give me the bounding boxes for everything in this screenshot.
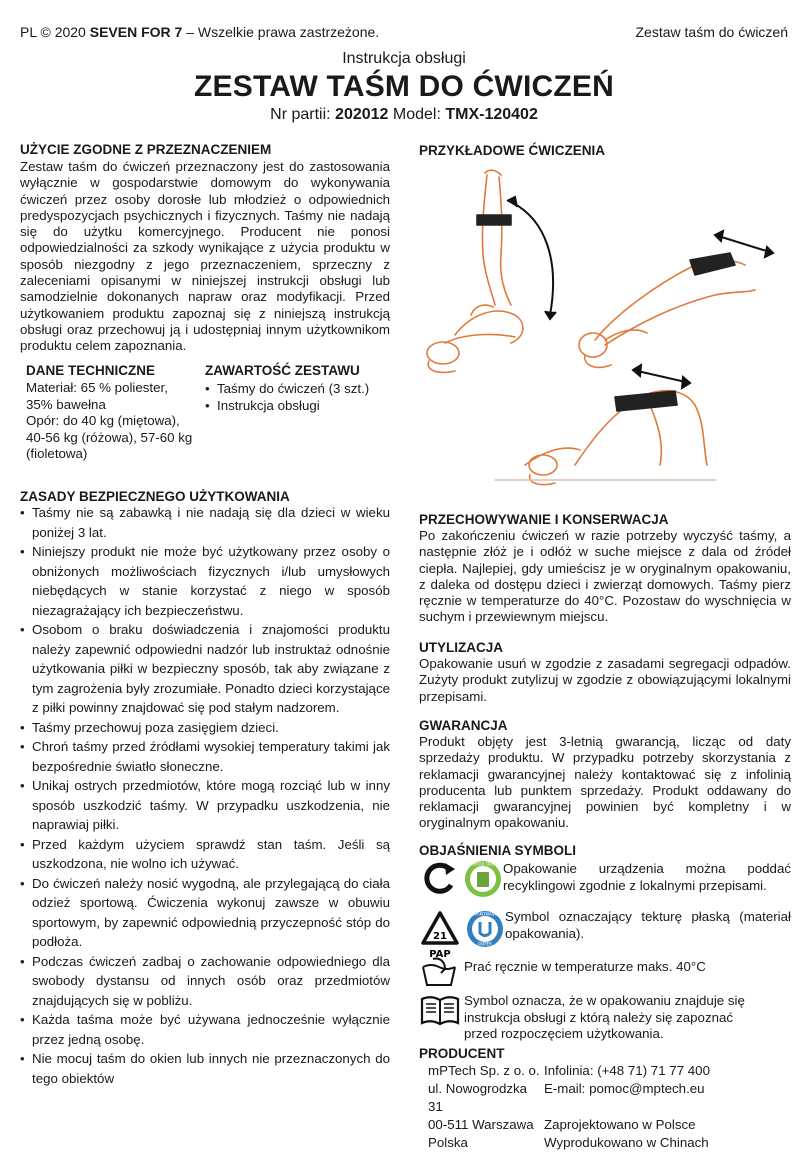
producer-line: Infolinia: (+48 71) 71 77 400 [544,1063,710,1078]
symbol-cardboard-text: Symbol oznaczający tekturę płaską (materiał opakowania). [505,909,791,941]
warranty-title: GWARANCJA [419,718,508,733]
contents-list [205,380,385,414]
exercise-figure-bridge [495,391,715,485]
svg-text:PAPIER: PAPIER [478,941,492,947]
open-book-icon [419,993,461,1029]
list-item: • Instrukcja obsługi [205,397,385,414]
recycle-loop-icon [419,859,459,899]
examples-title: PRZYKŁADOWE ĆWICZENIA [419,143,605,158]
page-title: ZESTAW TAŚM DO ĆWICZEŃ [194,70,614,103]
symbol-manual-row [419,993,791,1043]
intended-use-text: Zestaw taśm do ćwiczeń przeznaczony jest do zastosowania wyłącznie w gospodarstwie domowym do wykonywania ćwiczeń przez osoby dorosłe lub młodzież o odpowiednich predyspozycjach psychicznych i fizycznych. Taśmy nie nadają się do użytku komercyjnego. Producent nie ponosi odpowiedzialności za szkody wynikające z użycia produktu w sposób niezgodny z jego przeznaczeniem, sprzeczny z zaleceniami opisanymi w niniejszej instrukcji obsługi lub samodzielnie dokonanych napraw oraz modyfikacji. Przed użytkowaniem produktu zapoznaj się z niniejszą instrukcją obsługi oraz przechowuj ją i udostępniaj innym użytkownikom produktu celem zapoznania. [20,159,390,354]
list-item: • Unikaj ostrych przedmiotów, które mogą rozciąć lub w inny sposób uszkodzić taśmy. W przypadku uszkodzenia, nie naprawiaj piłki. [20,776,390,835]
producer-line: Zaprojektowano w Polsce [544,1117,696,1132]
hand-wash-icon [419,955,459,989]
arrow-double [715,235,773,253]
safety-title: ZASADY BEZPIECZNEGO UŻYTKOWANIA [20,489,290,504]
list-item: • Podczas ćwiczeń zadbaj o zachowanie odpowiedniego dla swobody dystansu od innych osób oraz przedmiotów znajdujących się w pobliżu. [20,952,390,1011]
safety-section [20,489,390,1088]
list-item: • Niniejszy produkt nie może być użytkowany przez osoby o obniżonych możliwościach fizycznych i/lub umysłowych niebędących w stanie korzystać z niego w sposób niezagrażający ich bezpieczeństwu. [20,542,390,620]
symbol-recycle-row [419,861,791,899]
intended-use-section [20,142,390,355]
list-item: • Nie mocuj taśm do okien lub innych nie przeznaczonych do tego obiektów [20,1049,390,1088]
symbol-manual-text: Symbol oznacza, że w opakowaniu znajduje się instrukcja obsługi z którą należy się zapoznać przed rozpoczęciem użytkowania. [464,993,745,1041]
list-item: • Do ćwiczeń należy nosić wygodną, ale przylegającą do ciała odzież sportową. Ćwiczenia wykonuj zawsze w obuwiu sportowym, by zapewnić odpowiednią przyczepność stóp do podłoża. [20,874,390,952]
storage-section [419,512,791,626]
doc-name: Zestaw taśm do ćwiczeń [635,24,788,40]
copyright-line: PL © 2020 SEVEN FOR 7 – Wszelkie prawa zastrzeżone. [20,24,380,40]
list-item: • Taśmy przechowuj poza zasięgiem dzieci. [20,718,390,738]
tech-data-title: DANE TECHNICZNE [26,363,156,378]
svg-text:21: 21 [433,931,447,942]
producer-title: PRODUCENT [419,1046,505,1061]
producer-details [428,1062,791,1152]
symbols-title: OBJAŚNIENIA SYMBOLI [419,843,577,858]
exercise-figure-side-lying [579,253,755,367]
batch-number: 202012 [335,106,389,123]
producer-line: Polska [428,1135,468,1150]
storage-title: PRZECHOWYWANIE I KONSERWACJA [419,512,669,527]
producer-line: Wyprodukowano w Chinach [544,1135,709,1150]
contents-section [205,363,385,414]
symbol-recycle-text: Opakowanie urządzenia można poddać recyklingowi zgodnie z lokalnymi przepisami. [503,861,791,893]
producer-line: E-mail: pomoc@mptech.eu [544,1081,705,1096]
contents-title: ZAWARTOŚĆ ZESTAWU [205,363,360,378]
tech-resistance: Opór: do 40 kg (miętowa), 40-56 kg (różowa), 57-60 kg (fioletowa) [26,413,193,461]
recycle-triangle-icon [419,909,461,961]
list-item: • Każda taśma może być używana jednocześnie wyłącznie przez jedną osobę. [20,1010,390,1049]
warranty-text: Produkt objęty jest 3-letnią gwarancją, licząc od daty sprzedaży produktu. W przypadku potrzeby skorzystania z reklamacji gwarancyjnej należy kontaktować się z infolinią producenta lub punktem sprzedaży. Produkt oddawany do reklamacji gwarancyjnej powinien być kompletny i w oryginalnym opakowaniu. [419,734,791,831]
tech-data-section [26,363,198,463]
storage-text: Po zakończeniu ćwiczeń w razie potrzeby wyczyść taśmy, a następnie złóż je i odłóż w suche miejsce z dala od źródeł ciepła. Najlepiej, gdy umieścisz je w oryginalnym opakowaniu, z daleka od dostępu dzieci i zwierząt domowych. Taśmy pierz ręcznie w temperaturze do 40°C. Pozostaw do wyschnięcia w suchym i przewiewnym miejscu. [419,528,791,625]
list-item: • Taśmy nie są zabawką i nie nadają się dla dzieci w wieku poniżej 3 lat. [20,503,390,542]
exercise-illustrations [415,165,795,495]
disposal-title: UTYLIZACJA [419,640,503,655]
list-item: • Przed każdym użyciem sprawdź stan taśm. Jeśli są uszkodzona, nie wolno ich używać. [20,835,390,874]
svg-text:SEGREGUJ ODPADY: SEGREGUJ ODPADY [463,861,503,867]
model-number: TMX-120402 [445,106,538,123]
producer-line: ul. Nowogrodzka 31 [428,1081,528,1114]
svg-text:OPAKOWANIE: OPAKOWANIE [471,911,499,917]
producer-section [419,1046,791,1152]
list-item: • Chroń taśmy przed źródłami wysokiej temperatury takimi jak bezpośrednie światło słoneczne. [20,737,390,776]
sort-waste-icon [463,859,503,899]
warranty-section [419,718,791,832]
producer-line: 00-511 Warszawa [428,1117,534,1132]
list-item: • Osobom o braku doświadczenia i znajomości produktu należy zapewnić odpowiedni nadzór lub instruktaż odnośnie użytkowania piłki w bezpieczny sposób, tak aby związane z tym zagrożenia były zrozumiałe. Ponadto dzieci korzystające z piłki powinny znajdować się pod stałym nadzorem. [20,620,390,718]
batch-model-line: Nr partii: 202012 Model: TMX-120402 [270,106,538,123]
intended-use-title: UŻYCIE ZGODNE Z PRZEZNACZENIEM [20,142,272,157]
symbol-wash-row [419,955,791,989]
tech-material: Materiał: 65 % poliester, 35% bawełna [26,380,168,412]
disposal-text: Opakowanie usuń w zgodzie z zasadami segregacji odpadów. Zużyty produkt zutylizuj w zgodzie z obowiązującymi lokalnymi przepisami. [419,656,791,704]
disposal-section [419,640,791,705]
arrow-double [633,370,690,383]
symbol-cardboard-row [419,909,791,961]
arrow-curve [513,203,553,315]
list-item: • Taśmy do ćwiczeń (3 szt.) [205,380,385,397]
symbol-wash-text: Prać ręcznie w temperaturze maks. 40°C [464,959,706,974]
symbols-section [419,843,791,1043]
producer-line: mPTech Sp. z o. o. [428,1063,540,1078]
safety-list [20,503,390,1088]
paper-packaging-icon [465,909,505,949]
subtitle: Instrukcja obsługi [342,50,466,67]
brand-name: SEVEN FOR 7 [89,24,183,40]
svg-text:PAP: PAP [429,949,451,960]
